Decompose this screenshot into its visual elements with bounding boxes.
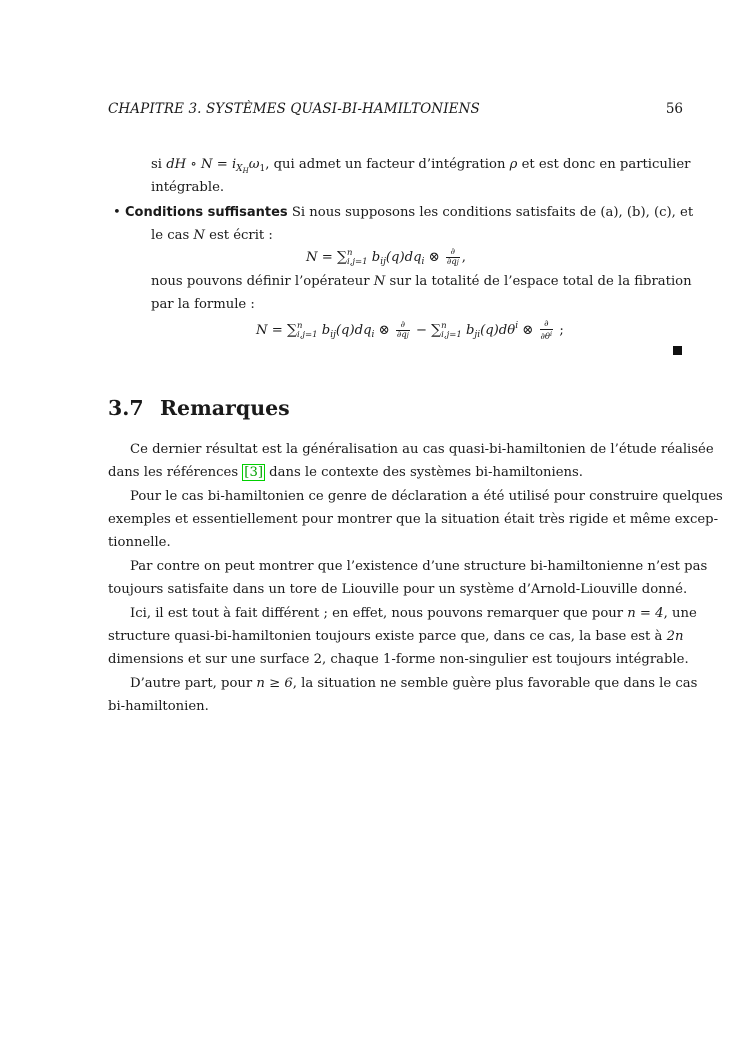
page-number: 56 bbox=[665, 101, 683, 117]
bullet-line-2: le cas N est écrit : bbox=[151, 228, 273, 243]
paragraph-5-line-1: D’autre part, pour n ≥ 6, la situation ne semble guère plus favorable que dans le cas bbox=[130, 676, 698, 691]
bullet-line-1: • Conditions suffisantes Si nous supposons les conditions satisfaits de (a), (b), (c), et bbox=[113, 205, 694, 220]
paragraph-2-line-3: tionnelle. bbox=[108, 535, 171, 550]
paragraph-2-line-2: exemples et essentiellement pour montrer que la situation était très rigide et même excep- bbox=[108, 512, 719, 527]
intro-line-2: intégrable. bbox=[151, 180, 225, 195]
bullet-heading: Conditions suffisantes bbox=[124, 205, 288, 220]
paragraph-3-line-1: Par contre on peut montrer que l’existence d’une structure bi-hamiltonienne n’est pas bbox=[130, 559, 708, 574]
paragraph-3-line-2: toujours satisfaite dans un tore de Liouville pour un système d’Arnold-Liouville donné. bbox=[108, 582, 688, 597]
intro-line-1: si dH ∘ $N = i_{X_H}\omega_1$, qui admet un facteur d’intégration ρ et est donc en particulier bbox=[151, 157, 691, 175]
bullet-symbol: • bbox=[113, 205, 121, 220]
equation-2: N = ∑ n i,j=1 $b_{ij}(q)dq_i$ ⊗ $\frac{\partial}{\partial qj}$ − ∑ n i,j=1 $b_{ji}(q)d\theta^i$ ⊗ $\frac{\partial}{\partial\theta^i}$ ; bbox=[256, 318, 564, 342]
chapter-title: CHAPITRE 3. SYSTÈMES QUASI-BI-HAMILTONIENS bbox=[108, 101, 480, 117]
section-title: Remarques bbox=[160, 396, 290, 420]
bullet-line-4: par la formule : bbox=[151, 297, 255, 312]
paragraph-5-line-2: bi-hamiltonien. bbox=[108, 699, 209, 714]
equation-1: N = ∑ n i,j=1 $b_{ij}(q)dq_i$ ⊗ $\frac{\partial}{\partial qj}$ , bbox=[306, 247, 466, 267]
math-dh-circ-n: dH ∘ $N = i_{X_H}\omega_1$ bbox=[166, 157, 266, 175]
paragraph-1-line-1: Ce dernier résultat est la généralisation au cas quasi-bi-hamiltonien de l’étude réalisée bbox=[130, 442, 714, 457]
paragraph-4-line-1: Ici, il est tout à fait différent ; en effet, nous pouvons remarquer que pour n = 4, une bbox=[130, 606, 697, 621]
paragraph-2-line-1: Pour le cas bi-hamiltonien ce genre de déclaration a été utilisé pour construire quelques bbox=[130, 489, 723, 504]
citation-link[interactable]: [3] bbox=[244, 465, 263, 480]
paragraph-4-line-3: dimensions et sur une surface 2, chaque 1-forme non-singulier est toujours intégrable. bbox=[108, 652, 689, 667]
paragraph-4-line-2: structure quasi-bi-hamiltonien toujours existe parce que, dans ce cas, la base est à 2n bbox=[108, 629, 684, 644]
qed-square bbox=[673, 346, 682, 355]
section-number: 3.7 bbox=[108, 396, 144, 420]
section-heading bbox=[108, 396, 290, 420]
running-header bbox=[108, 101, 683, 121]
bullet-line-3: nous pouvons définir l’opérateur N sur la totalité de l’espace total de la fibration bbox=[151, 274, 692, 289]
paragraph-1-line-2: dans les références [3] dans le contexte des systèmes bi-hamiltoniens. bbox=[108, 465, 583, 480]
